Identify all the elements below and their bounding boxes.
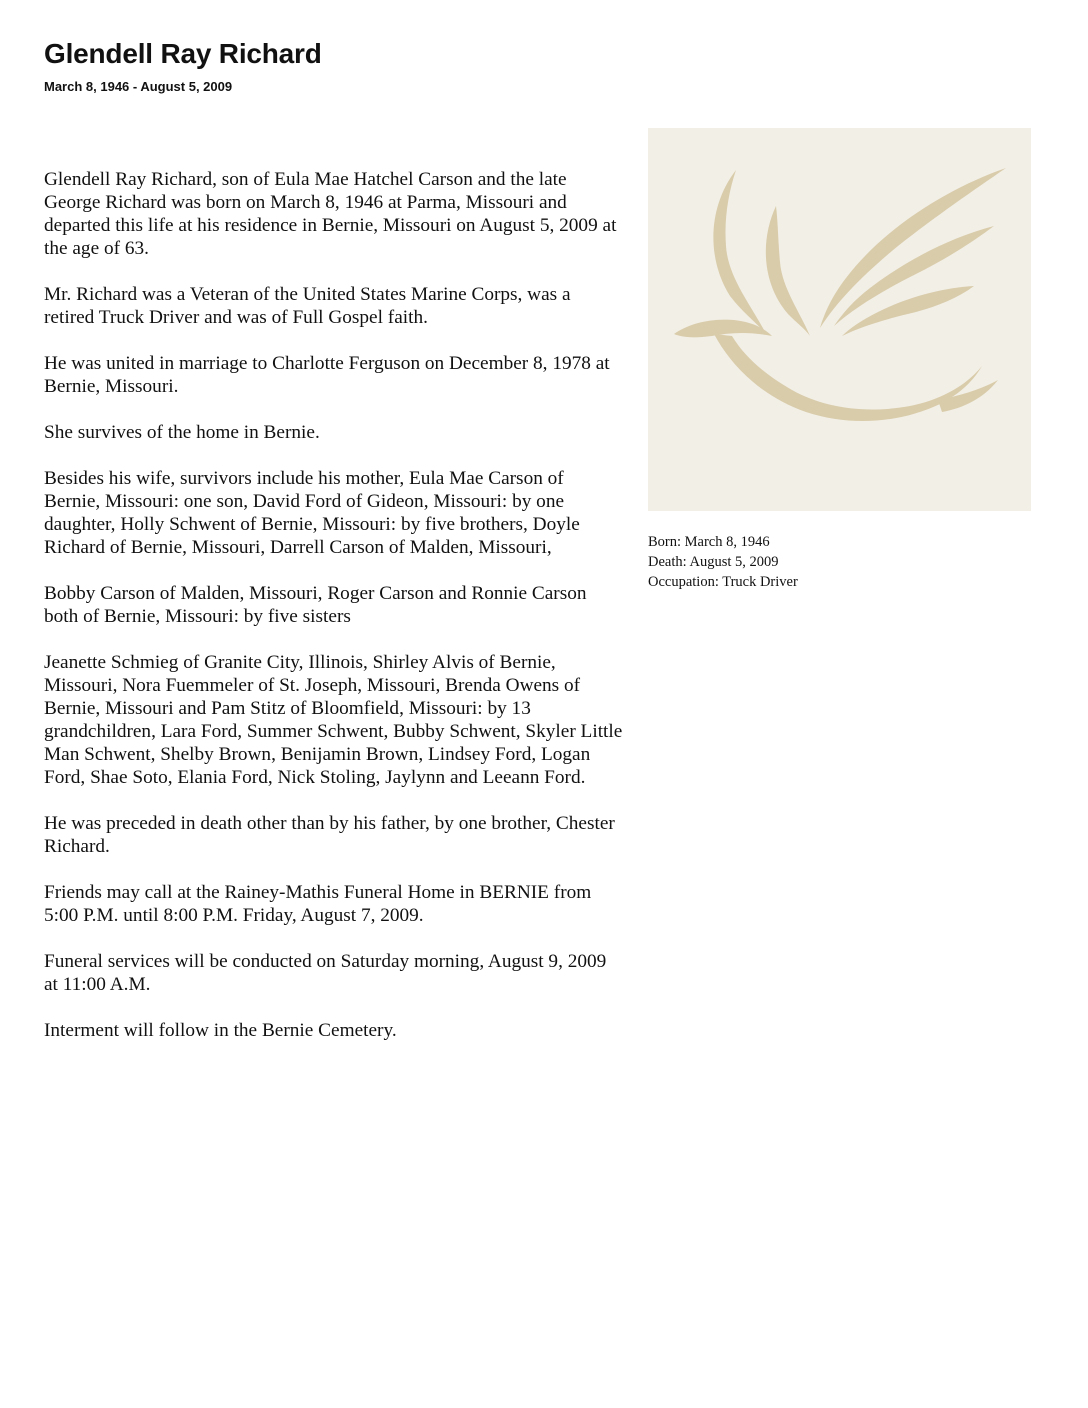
obituary-body [44,168,624,1065]
obituary-paragraph: Funeral services will be conducted on Saturday morning, August 9, 2009 at 11:00 A.M. [44,951,607,995]
obituary-paragraph: Jeanette Schmieg of Granite City, Illinois, Shirley Alvis of Bernie, Missouri, Nora Fuemmeler of St. Joseph, Missouri, Brenda Owens of Bernie, Missouri and Pam Stitz of Bloomfield, Missouri: by 13 grandchildren, Lara Ford, Summer Schwent, Bubby Schwent, Skyler Little Man Schwent, Shelby Brown, Benijamin Brown, Lindsey Ford, Logan Ford, Shae Soto, Elania Ford, Nick Stoling, Jaylynn and Leeann Ford. [44,652,623,788]
memorial-image [648,128,1031,511]
obituary-paragraph: Friends may call at the Rainey-Mathis Funeral Home in BERNIE from 5:00 P.M. until 8:00 P.M. Friday, August 7, 2009. [44,882,592,926]
born-fact: Born: March 8, 1946 [648,534,770,550]
obituary-paragraph: Interment will follow in the Bernie Cemetery. [44,1020,397,1041]
occupation-fact: Occupation: Truck Driver [648,574,798,590]
obituary-paragraph: He was preceded in death other than by his father, by one brother, Chester Richard. [44,813,615,857]
obituary-paragraph: Mr. Richard was a Veteran of the United States Marine Corps, was a retired Truck Driver and was of Full Gospel faith. [44,284,571,328]
obituary-paragraph: She survives of the home in Bernie. [44,422,320,443]
dove-icon [648,128,1031,511]
obituary-paragraph: He was united in marriage to Charlotte Ferguson on December 8, 1978 at Bernie, Missouri. [44,353,610,397]
obituary-header [44,36,322,96]
obituary-paragraph: Bobby Carson of Malden, Missouri, Roger Carson and Ronnie Carson both of Bernie, Missouri: by five sisters [44,583,587,627]
vital-facts [648,532,798,592]
life-dates: March 8, 1946 - August 5, 2009 [44,79,233,94]
death-fact: Death: August 5, 2009 [648,554,779,570]
obituary-paragraph: Besides his wife, survivors include his mother, Eula Mae Carson of Bernie, Missouri: one son, David Ford of Gideon, Missouri: by one daughter, Holly Schwent of Bernie, Missouri: by five brothers, Doyle Richard of Bernie, Missouri, Darrell Carson of Malden, Missouri, [44,468,580,558]
page-title: Glendell Ray Richard [44,38,322,69]
obituary-paragraph: Glendell Ray Richard, son of Eula Mae Hatchel Carson and the late George Richard was born on March 8, 1946 at Parma, Missouri and departed this life at his residence in Bernie, Missouri on August 5, 2009 at the age of 63. [44,169,617,259]
